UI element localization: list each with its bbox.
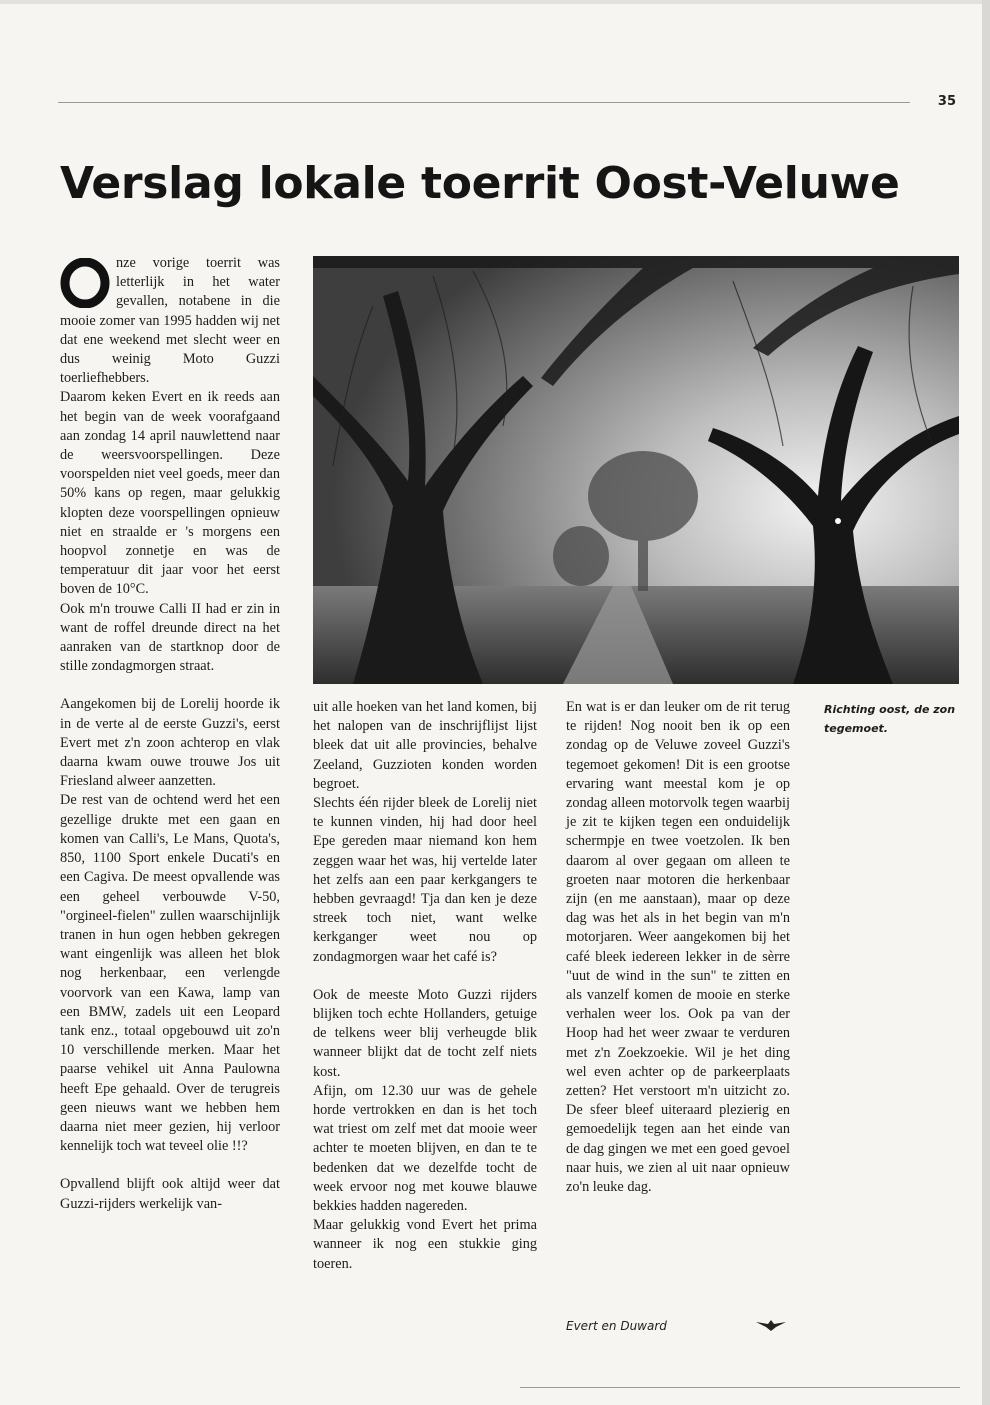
page-edge-right [982, 0, 990, 1405]
article-column-1 [60, 254, 280, 1214]
article-column-2 [313, 698, 537, 1274]
paragraph: Daarom keken Evert en ik reeds aan het begin van de week voorafgaand aan zondag 14 april nauwlettend naar de weersvoorspellingen. Deze voorspelden niet veel goeds, meer dan 50% kans op regen, maar gelukkig klopten deze voorspellingen opnieuw niet en straalde er 's morgens een hoopvol zonnetje en was de temperatuur dit jaar voor het eerst boven de 10°C. [60, 389, 280, 598]
photo-trees-road [313, 256, 959, 684]
page-edge-top [0, 0, 990, 4]
paragraph-text: nze vorige toerrit was letterlijk in het water gevallen, notabene in die mooie zomer van 1995 hadden wij net dat ene weekend met slecht weer en dus weinig Moto Guzzi toerliefhebbers. [60, 255, 280, 387]
paragraph: En wat is er dan leuker om de rit terug te rijden! Nog nooit ben ik op een zondag op de Veluwe zoveel Guzzi's tegemoet gekomen! Dit is een grootse ervaring want meestal kom je op zondag alleen motorvolk tegen waarbij je zit te kijken tegen een onduidelijk schermpje en twee voetzolen. Ik ben daarom al over gegaan om alleen te groeten naar motoren die herkenbaar zijn (en me aanstaan), maar op deze dag was het als in het begin van m'n motorjaren. Weer aangekomen bij het café bleek iedereen lekker in de sèrre "uut de wind in the sun" te zitten en als vanzelf komen de mooie en sterke verhalen weer los. Ook pa van der Hoop had het weer zwaar te verduren met z'n Zoekzoekie. Wil je het ding wel even achter op de parkeerplaats zetten? Het verstoort m'n uitzicht zo. De sfeer bleef uiteraard plezierig en gemoedelijk tegen aan het einde van de dag gingen we met een goed gevoel naar huis, we zien al uit naar opnieuw zo'n leuke dag. [566, 699, 790, 1196]
header-rule [58, 102, 910, 103]
paragraph: Opvallend blijft ook altijd weer dat Guzzi-rijders werkelijk van- [60, 1176, 280, 1212]
page-number: 35 [937, 94, 956, 109]
paragraph [60, 254, 280, 388]
paragraph: Maar gelukkig vond Evert het prima wanneer ik nog een stukkie ging toeren. [313, 1217, 537, 1272]
paragraph: Aangekomen bij de Lorelij hoorde ik in de verte al de eerste Guzzi's, eerst Evert met z'n zoon achterop en vlak daarna kwam ouwe trouwe Jos uit Friesland alweer aanzetten. [60, 696, 280, 790]
article-column-3 [566, 698, 790, 1197]
paragraph: Slechts één rijder bleek de Lorelij niet te kunnen vinden, hij had door heel Epe gereden maar niemand kon hem zeggen waar het was, hij vertelde later het zelfs aan een paar kerkgangers te hebben gevraagd! Tja dan ken je deze streek toch niet, want welke kerkganger weet nou op zondagmorgen waar het café is? [313, 795, 537, 965]
article-title: Verslag lokale toerrit Oost-Veluwe [60, 158, 900, 209]
eagle-logo-icon [756, 1318, 786, 1332]
paragraph: Ook m'n trouwe Calli II had er zin in want de roffel dreunde direct na het aanraken van de startknop door de stille zondagmorgen straat. [60, 600, 280, 675]
paragraph: Afijn, om 12.30 uur was de gehele horde vertrokken en dan is het toch wat triest om zelf met dat mooie weer achter te moeten blijven, en dan te te bedenken dat we dezelfde tocht de week ervoor nog met kouwe blauwe bekkies hadden nagereden. [313, 1082, 537, 1215]
drop-cap-o [60, 258, 110, 308]
paragraph: uit alle hoeken van het land komen, bij het nalopen van de inschrijflijst lijst bleek dat uit alle provincies, behalve Zeeland, Guzzioten konden worden begroet. [313, 699, 537, 792]
paragraph: Ook de meeste Moto Guzzi rijders blijken toch echte Hollanders, getuige de telkens weer blij verheugde blik wanneer blijkt dat de tocht zelf niets kost. [313, 986, 537, 1080]
paragraph: De rest van de ochtend werd het een gezellige drukte met een gaan en komen van Calli's, Le Mans, Quota's, 850, 1100 Sport enkele Ducati's en een Cagiva. De meest opvallende was een geheel verbouwde V-50, "orgineel-fielen" zullen waarschijnlijk tranen in hun ogen hebben gekregen want eingenlijk was alleen het blok nog herkenbaar, een verlengde voorvork van een Kawa, lamp van een BMW, zadels uit een Leopard tank enz., totaal opgebouwd uit zo'n 10 verschillende merken. Maar het paarse vehikel uit Anna Paulowna heeft Epe gehaald. Over de terugreis geen nieuws want we hebben hem daarna niet meer gezien, hij verloor kennelijk toch wat teveel olie !!? [60, 792, 280, 1155]
author-signature: Evert en Duward [566, 1319, 667, 1333]
footer-rule [520, 1387, 960, 1388]
photo-caption: Richting oost, de zon tegemoet. [824, 703, 956, 735]
